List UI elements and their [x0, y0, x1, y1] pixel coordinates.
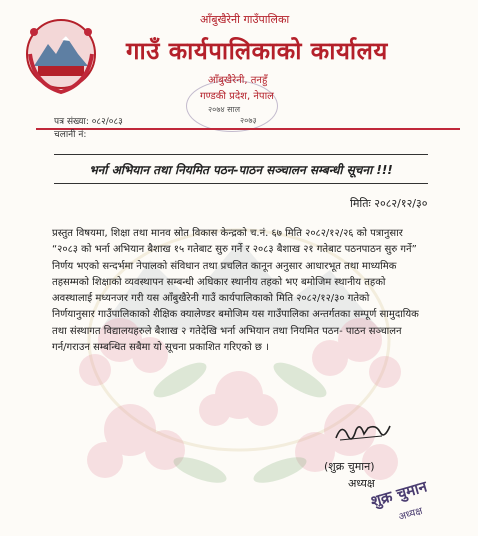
reference-number: पत्र संख्या: ०८२/०८३: [54, 117, 123, 127]
signature-stamp-title: अध्यक्ष: [397, 505, 424, 524]
signature-stamp-name: शुक्र चुमान: [368, 477, 430, 511]
address-line-1: आँबुखैरेनी, तनहुँ: [208, 75, 268, 86]
notice-date: मितिः २०८२/१२/३०: [350, 197, 428, 210]
seal-text-1: २०७४ साल: [208, 105, 241, 114]
body-line: तथा संस्थागत विद्यालयहरुले बैशाख २ गतेदेखि भर्ना अभियान तथा नियमित पठन- पाठन सञ्चालन: [52, 325, 402, 337]
nepal-emblem-icon: [24, 14, 98, 98]
signer-name: (शुक्र चुमान): [324, 460, 375, 473]
header-divider: [36, 128, 460, 130]
letterhead: [0, 0, 478, 140]
body-line: प्रस्तुत विषयमा, शिक्षा तथा मानव स्रोत विकास केन्द्रको च.नं. ६७ मिति २०८२/१२/२६ को पत्रानुसार: [52, 228, 403, 239]
seal-text-2: २०७३: [240, 116, 257, 125]
address-line-2: गण्डकी प्रदेश, नेपाल: [200, 91, 274, 102]
handwritten-signature: [332, 420, 392, 446]
body-line: गर्न/गराउन सम्बन्धित सबैमा यो सूचना प्रकाशित गरिएको छ ।: [52, 342, 269, 354]
body-line: तहसम्मको शिक्षाको व्यवस्थापन सम्बन्धी अधिकार स्थानीय तहको भए बमोजिम स्थानीय तहको: [52, 276, 386, 288]
municipality-name: आँबुखैरेनी गाउँपालिका: [200, 13, 290, 26]
notice-title: भर्ना अभियान तथा नियमित पठन-पाठन सञ्चालन सम्बन्धी सूचना !!!: [54, 154, 428, 184]
body-line: निर्णय भएको सन्दर्भमा नेपालको संविधान तथा प्रचलित कानून अनुसार आधारभूत तथा माध्यमिक: [52, 260, 397, 272]
body-line: अवस्थालाई मध्यनजर गरी यस आँबुखैरेनी गाउँ कार्यपालिकाको मिति २०८२/१२/३० गतेको: [52, 293, 370, 305]
office-title: गाउँ कार्यपालिकाको कार्यालय: [126, 37, 388, 65]
body-line: निर्णयानुसार गाउँपालिकाको शैक्षिक क्यालेण्डर बमोजिम यस गाउँपालिका अन्तर्गतका सम्पूर्ण सामुदायिक: [52, 309, 419, 321]
dispatch-number: चलानी नं:: [54, 130, 87, 140]
notice-body: [52, 226, 456, 356]
body-line: “२०८३ को भर्ना अभियान बैशाख १५ गतेबाट सुरु गर्ने र २०८३ बैशाख २१ गतेबाट पठनपाठन सुरु गर्ने”: [52, 244, 417, 256]
signer-title: अध्यक्ष: [348, 477, 375, 490]
